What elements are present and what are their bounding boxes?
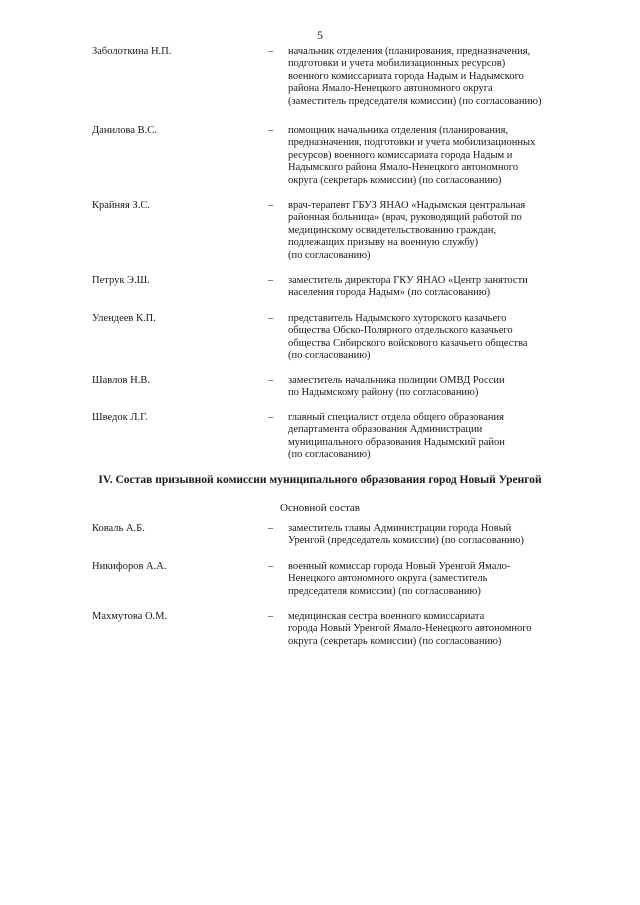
member-description [288, 523, 600, 548]
member-description [288, 313, 600, 363]
description-line: муниципального образования Надымский район [288, 436, 505, 448]
description-line: помощник начальника отделения (планирования, [288, 125, 509, 136]
description-line: военного комиссариата города Надым и Надымского [288, 70, 524, 82]
member-description [288, 46, 600, 108]
description-line: (по согласованию) [288, 350, 371, 362]
member-name: Улендеев К.П. [92, 313, 156, 324]
description-line: врач-терапевт ГБУЗ ЯНАО «Надымская центральная [288, 200, 526, 211]
subsection-title: Основной состав [280, 502, 360, 514]
dash-separator: – [268, 125, 274, 136]
section-title: IV. Состав призывной комиссии муниципального образования город Новый Уренгой [98, 474, 542, 486]
member-description [288, 611, 600, 648]
description-line: района Ямало-Ненецкого автономного округа [288, 83, 493, 95]
description-line: представитель Надымского хуторского казачьего [288, 313, 507, 324]
member-name: Данилова В.С. [92, 125, 157, 136]
member-description [288, 200, 600, 262]
description-line: заместитель главы Администрации города Новый [288, 523, 512, 534]
description-line: подлежащих призыву на военную службу) [288, 237, 479, 249]
description-line: предназначения, подготовки и учета мобилизационных [288, 137, 536, 149]
member-description [288, 561, 600, 598]
description-line: (по согласованию) [288, 249, 371, 261]
member-name: Петрук Э.Ш. [92, 275, 150, 286]
member-name: Шавлов Н.В. [92, 375, 150, 386]
description-line: районная больница» (врач, руководящий работой по [288, 212, 522, 224]
description-line: округа (секретарь комиссии) (по согласованию) [288, 635, 502, 647]
description-line: председателя комиссии) (по согласованию) [288, 585, 481, 597]
description-line: Уренгой (председатель комиссии) (по согласованию) [288, 535, 524, 547]
dash-separator: – [268, 46, 274, 57]
description-line: (заместитель председателя комиссии) (по согласованию) [288, 95, 542, 107]
member-name: Крайняя З.С. [92, 200, 150, 211]
description-line: округа (секретарь комиссии) (по согласованию) [288, 174, 502, 186]
description-line: подготовки и учета мобилизационных ресурсов) [288, 58, 506, 70]
description-line: Надымского района Ямало-Ненецкого автономного [288, 162, 519, 174]
description-line: Ненецкого автономного округа (заместитель [288, 573, 488, 585]
dash-separator: – [268, 313, 274, 324]
description-line: населения города Надым» (по согласованию) [288, 287, 491, 299]
description-line: общества Обско-Полярного отдельского казачьего [288, 325, 513, 337]
member-name: Никифоров А.А. [92, 561, 167, 572]
description-line: медицинская сестра военного комиссариата [288, 611, 485, 622]
description-line: ресурсов) военного комиссариата города Надым и [288, 149, 513, 161]
dash-separator: – [268, 523, 274, 534]
description-line: по Надымскому району (по согласованию) [288, 387, 479, 399]
dash-separator: – [268, 611, 274, 622]
description-line: (по согласованию) [288, 449, 371, 461]
description-line: начальник отделения (планирования, предназначения, [288, 46, 531, 57]
member-description [288, 375, 600, 400]
description-line: общества Сибирского войскового казачьего общества [288, 337, 528, 349]
description-line: департамента образования Администрации [288, 424, 483, 436]
member-name: Коваль А.Б. [92, 523, 145, 534]
dash-separator: – [268, 200, 274, 211]
member-name: Шведок Л.Г. [92, 412, 148, 423]
member-name: Махмутова О.М. [92, 611, 168, 622]
description-line: заместитель директора ГКУ ЯНАО «Центр занятости [288, 275, 528, 286]
member-description [288, 125, 600, 187]
dash-separator: – [268, 412, 274, 423]
description-line: заместитель начальника полиции ОМВД России [288, 375, 505, 386]
member-description [288, 412, 600, 462]
dash-separator: – [268, 375, 274, 386]
description-line: военный комиссар города Новый Уренгой Ямало- [288, 561, 511, 572]
member-name: Заболоткина Н.П. [92, 46, 172, 57]
page-number: 5 [317, 28, 323, 42]
description-line: медицинскому освидетельствованию граждан, [288, 224, 497, 236]
dash-separator: – [268, 561, 274, 572]
description-line: города Новый Уренгой Ямало-Ненецкого автономного [288, 623, 532, 635]
member-description [288, 275, 600, 300]
dash-separator: – [268, 275, 274, 286]
description-line: главный специалист отдела общего образования [288, 412, 504, 423]
